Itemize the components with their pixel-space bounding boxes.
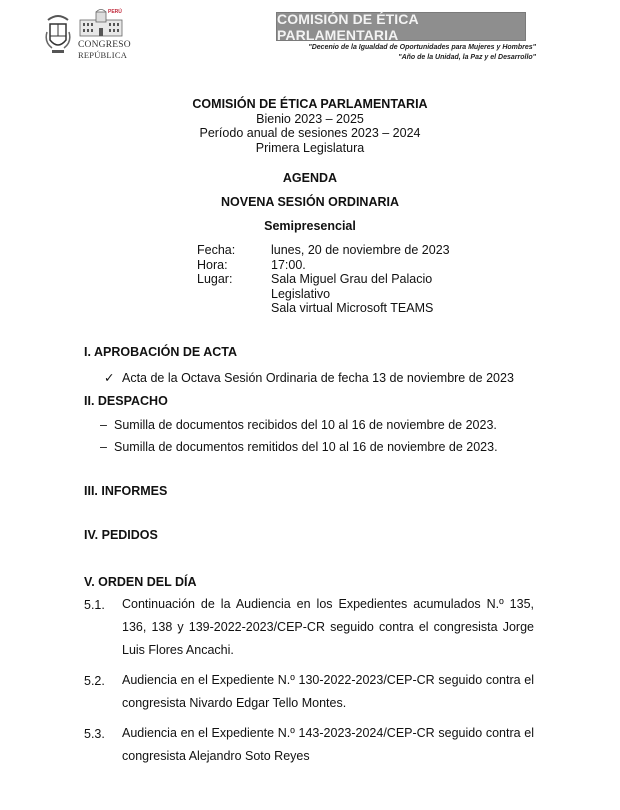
section-pedidos: IV. PEDIDOS — [84, 528, 158, 542]
commission-title: COMISIÓN DE ÉTICA PARLAMENTARIA — [192, 97, 428, 111]
session-meta — [197, 243, 450, 316]
item-number: 5.3. — [84, 727, 105, 741]
list-item — [100, 418, 497, 432]
hora-label: Hora: — [197, 257, 228, 272]
hora-row — [197, 258, 450, 273]
peru-tag: PERÚ — [108, 9, 122, 15]
congreso-word: CONGRESO — [78, 40, 131, 50]
item-number: 5.1. — [84, 598, 105, 612]
session-heading: NOVENA SESIÓN ORDINARIA — [220, 195, 400, 209]
section-informes: III. INFORMES — [84, 484, 168, 498]
section-orden-del-dia: V. ORDEN DEL DÍA — [84, 575, 197, 589]
item-text: Acta de la Octava Sesión Ordinaria de fecha 13 de noviembre de 2023 — [122, 371, 514, 385]
dash-icon: – — [100, 440, 107, 454]
title-block — [0, 97, 620, 155]
periodo: Período anual de sesiones 2023 – 2024 — [199, 126, 421, 140]
legislatura: Primera Legislatura — [255, 140, 365, 155]
republica-word: REPÚBLICA — [78, 50, 128, 60]
lugar-row — [197, 272, 450, 316]
agenda-item-text: Audiencia en el Expediente N.º 130-2022-2023/CEP-CR seguido contra el congresista Nivardo Edgar Tello Montes. — [122, 673, 534, 710]
lugar-value-2: Legislativo — [271, 286, 331, 301]
dash-icon: – — [100, 418, 107, 432]
modality: Semipresencial — [264, 219, 356, 233]
lugar-value-1: Sala Miguel Grau del Palacio — [271, 272, 433, 286]
agenda-heading: AGENDA — [282, 171, 338, 185]
agenda-item-text: Audiencia en el Expediente N.º 143-2023-2024/CEP-CR seguido contra el congresista Alejandro Soto Reyes — [122, 726, 534, 763]
commission-banner: COMISIÓN DE ÉTICA PARLAMENTARIA — [276, 12, 526, 41]
fecha-row — [197, 243, 450, 258]
bienio: Bienio 2023 – 2025 — [256, 111, 364, 126]
lugar-label: Lugar: — [197, 272, 233, 286]
lugar-value-3: Sala virtual Microsoft TEAMS — [271, 301, 434, 315]
motto-decade: "Decenio de la Igualdad de Oportunidades para Mujeres y Hombres" — [308, 44, 536, 51]
item-text: Sumilla de documentos recibidos del 10 al 16 de noviembre de 2023. — [114, 418, 497, 432]
section-despacho: II. DESPACHO — [84, 394, 168, 408]
list-item — [100, 440, 498, 454]
hora-value: 17:00. — [271, 257, 306, 272]
check-icon: ✓ — [104, 371, 115, 385]
fecha-label: Fecha: — [197, 243, 236, 257]
section-aprobacion-acta: I. APROBACIÓN DE ACTA — [84, 345, 238, 359]
list-item — [104, 370, 514, 385]
agenda-item-text: Continuación de la Audiencia en los Expedientes acumulados N.º 135, 136, 138 y 139-2022-2023/CEP-CR seguido contra el congresista Jorge Luis Flores Ancachi. — [122, 597, 534, 657]
item-text: Sumilla de documentos remitidos del 10 al 16 de noviembre de 2023. — [114, 440, 498, 454]
motto-year: "Año de la Unidad, la Paz y el Desarrollo" — [398, 54, 536, 61]
fecha-value: lunes, 20 de noviembre de 2023 — [271, 243, 450, 257]
coat-of-arms-icon — [44, 12, 72, 56]
item-number: 5.2. — [84, 674, 105, 688]
congreso-wordmark — [78, 40, 131, 60]
